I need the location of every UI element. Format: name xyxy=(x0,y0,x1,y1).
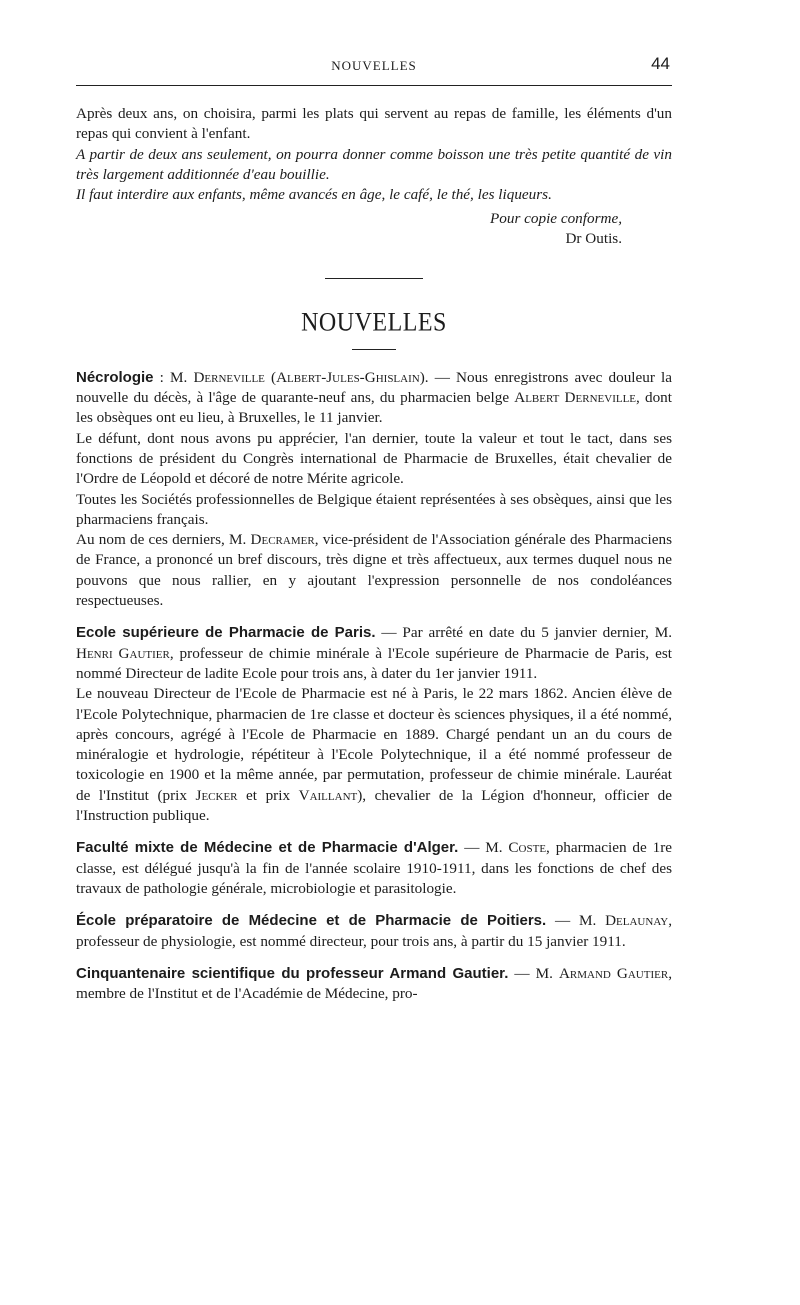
poitiers-heading: École préparatoire de Médecine et de Pharmacie de Poitiers. xyxy=(76,912,547,930)
ecole-paris-paragraph-2 xyxy=(76,684,672,826)
section-divider xyxy=(325,278,423,279)
alger-name: Coste xyxy=(508,839,547,857)
ecole-paris-p2-text-a: Le nouveau Directeur de l'Ecole de Pharmacie est né à Paris, le 22 mars 1862. Ancien élève de l'Ecole Polytechnique, pharmacien de 1re classe et docteur ès sciences physiques, il a été nommé, après concours, agrégé à l'Ecole de Pharmacie en 1889. Chargé pendant un an du cours de minéralogie et hydrologie, répétiteur à l'Ecole Polytechnique, il a été nommé professeur de toxicologie en 1900 et la même année, par permutation, professeur de chimie minérale. Lauréat de l'Institut (prix xyxy=(76,685,672,804)
alger-heading: Faculté mixte de Médecine et de Pharmacie d'Alger. xyxy=(76,839,459,857)
intro-paragraph-1: Après deux ans, on choisira, parmi les plats qui servent au repas de famille, les éléments d'un repas qui convient à l'enfant. xyxy=(76,105,672,143)
ecole-paris-text-b: , professeur de chimie minérale à l'Ecole supérieure de Pharmacie de Paris, est nommé Directeur de ladite Ecole pour trois ans, à dater du 1er janvier 1911. xyxy=(76,644,672,682)
intro-paragraph-3: Il faut interdire aux enfants, même avancés en âge, le café, le thé, les liqueurs. xyxy=(76,186,552,204)
ecole-paris-p2-text-b: et prix xyxy=(237,786,299,804)
necrologie-name-2: Albert Derneville xyxy=(514,389,637,407)
running-title: NOUVELLES xyxy=(331,58,417,73)
necrologie-paragraph-1 xyxy=(76,368,672,429)
necrologie-heading: Nécrologie xyxy=(76,368,154,386)
entry-ecole-paris xyxy=(76,623,672,826)
necrologie-p4-text-b: , vice-président de l'Association générale des Pharmaciens de France, a prononcé un bref discours, très digne et très affectueux, aux termes duquel nous ne pouvons que nous rallier, en y ajoutant l'expression personnelle de nos condoléances respectueuses. xyxy=(76,531,672,610)
entry-alger xyxy=(76,838,672,899)
gautier-paragraph-1 xyxy=(76,964,672,1005)
necrologie-text-b: . — Nous enregistrons avec douleur la nouvelle du décès, à l'âge de quarante-neuf ans, du pharmacien belge xyxy=(76,368,672,407)
ecole-paris-jecker: Jecker xyxy=(195,786,238,804)
page-number: 44 xyxy=(651,54,670,73)
ecole-paris-p2-text-c: ), chevalier de la Légion d'honneur, officier de l'Instruction publique. xyxy=(76,786,672,825)
poitiers-name: Delaunay xyxy=(605,912,669,930)
gautier-text-a: — M. xyxy=(508,964,559,982)
section-title: NOUVELLES xyxy=(301,308,447,338)
necrologie-text-a: : M. xyxy=(153,368,194,386)
ecole-paris-vaillant: Vaillant xyxy=(298,786,358,804)
necrologie-paragraph-4 xyxy=(76,530,672,611)
ecole-paris-paragraph-1 xyxy=(76,623,672,684)
entry-necrologie xyxy=(76,368,672,612)
alger-text-b: , pharmacien de 1re classe, est délégué jusqu'à la fin de l'année scolaire 1910-1911, dans les fonctions de chef des travaux de pathologie générale, microbiologie et parasitologie. xyxy=(76,839,672,897)
necrologie-paragraph-2: Le défunt, dont nous avons pu apprécier, l'an dernier, toute la valeur et tout le tact, dans ses fonctions de président du Congrès international de Pharmacie de Bruxelles, était chevalier de l'Ordre de Léopold et décoré de notre Mérite agricole. xyxy=(76,429,672,488)
poitiers-paragraph-1 xyxy=(76,911,672,952)
signature-line-2: Dr Outis. xyxy=(565,230,622,248)
necrologie-name: Derneville (Albert-Jules-Ghislain) xyxy=(193,368,425,386)
ecole-paris-heading: Ecole supérieure de Pharmacie de Paris. xyxy=(76,624,376,642)
alger-paragraph-1 xyxy=(76,838,672,899)
ecole-paris-name: Henri Gautier xyxy=(76,644,170,662)
entry-gautier xyxy=(76,964,672,1005)
signature-line-1: Pour copie conforme, xyxy=(489,210,622,228)
necrologie-paragraph-3: Toutes les Sociétés professionnelles de Belgique étaient représentées à ses obsèques, ainsi que les pharmaciens français. xyxy=(76,490,672,528)
ecole-paris-text-a: — Par arrêté en date du 5 janvier dernier, M. xyxy=(375,624,672,642)
necrologie-text-c: , dont les obsèques ont eu lieu, à Bruxelles, le 11 janvier. xyxy=(76,389,672,427)
header-rule xyxy=(76,85,672,86)
gautier-heading: Cinquantenaire scientifique du professeur Armand Gautier. xyxy=(76,964,509,982)
title-underline xyxy=(352,349,396,350)
entry-poitiers xyxy=(76,911,672,952)
gautier-text-b: , membre de l'Institut et de l'Académie de Médecine, pro- xyxy=(76,964,672,1003)
necrologie-p4-name: Decramer xyxy=(250,531,315,549)
page-body xyxy=(76,104,672,1004)
gautier-name: Armand Gautier xyxy=(558,964,669,982)
page-header xyxy=(76,56,672,82)
poitiers-text-a: — M. xyxy=(546,912,606,930)
intro-paragraph-2: A partir de deux ans seulement, on pourra donner comme boisson une très petite quantité de vin très largement additionnée d'eau bouillie. xyxy=(76,145,672,183)
poitiers-text-b: , professeur de physiologie, est nommé directeur, pour trois ans, à partir du 15 janvier 1911. xyxy=(76,912,672,950)
alger-text-a: — M. xyxy=(458,839,509,857)
necrologie-p4-text-a: Au nom de ces derniers, M. xyxy=(76,531,251,549)
